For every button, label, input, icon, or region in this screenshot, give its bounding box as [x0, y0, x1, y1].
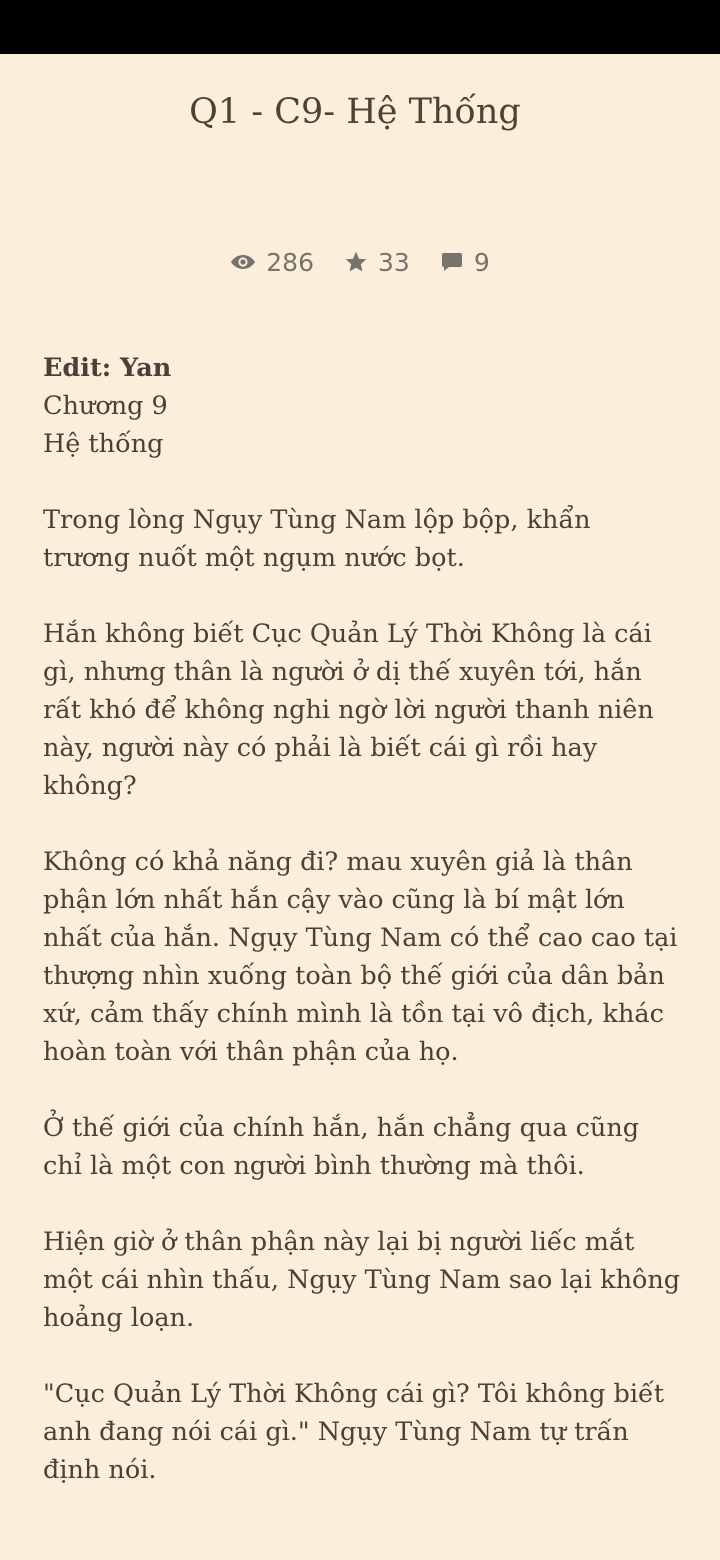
views-stat: [230, 248, 314, 277]
eye-icon: [230, 252, 256, 272]
chapter-stats: [0, 244, 720, 280]
chapter-header: [43, 349, 683, 463]
comments-count: 9: [473, 247, 490, 277]
stars-count: 33: [378, 247, 410, 277]
paragraph: Hiện giờ ở thân phận này lại bị người liếc mắt một cái nhìn thấu, Ngụy Tùng Nam sao lại không hoảng loạn.: [43, 1227, 681, 1333]
paragraph: Ở thế giới của chính hắn, hắn chẳng qua cũng chỉ là một con người bình thường mà thôi.: [43, 1113, 640, 1181]
paragraph: Không có khả năng đi? mau xuyên giả là thân phận lớn nhất hắn cậy vào cũng là bí mật lớn nhất của hắn. Ngụy Tùng Nam có thể cao cao tại thượng nhìn xuống toàn bộ thế giới của dân bản xứ, cảm thấy chính mình là tồn tại vô địch, khác hoàn toàn với thân phận của họ.: [43, 847, 678, 1067]
chapter-content: [43, 349, 683, 1527]
paragraph: "Cục Quản Lý Thời Không cái gì? Tôi không biết anh đang nói cái gì." Ngụy Tùng Nam tự trấn định nói.: [43, 1379, 664, 1485]
star-icon: [344, 250, 368, 274]
comment-icon: [440, 250, 464, 274]
stars-stat: [344, 248, 410, 277]
views-count: 286: [266, 247, 314, 277]
chapter-name: Hệ thống: [43, 429, 164, 459]
status-bar: [0, 0, 720, 54]
paragraph: Trong lòng Ngụy Tùng Nam lộp bộp, khẩn trương nuốt một ngụm nước bọt.: [43, 505, 591, 573]
comments-stat: [440, 248, 490, 277]
paragraph: Hắn không biết Cục Quản Lý Thời Không là cái gì, nhưng thân là người ở dị thế xuyên tới, hắn rất khó để không nghi ngờ lời người thanh niên này, người này có phải là biết cái gì rồi hay không?: [43, 619, 654, 801]
editor-credit: Edit: Yan: [43, 353, 172, 383]
chapter-label: Chương 9: [43, 391, 168, 421]
chapter-title: Q1 - C9- Hệ Thống: [189, 92, 521, 132]
